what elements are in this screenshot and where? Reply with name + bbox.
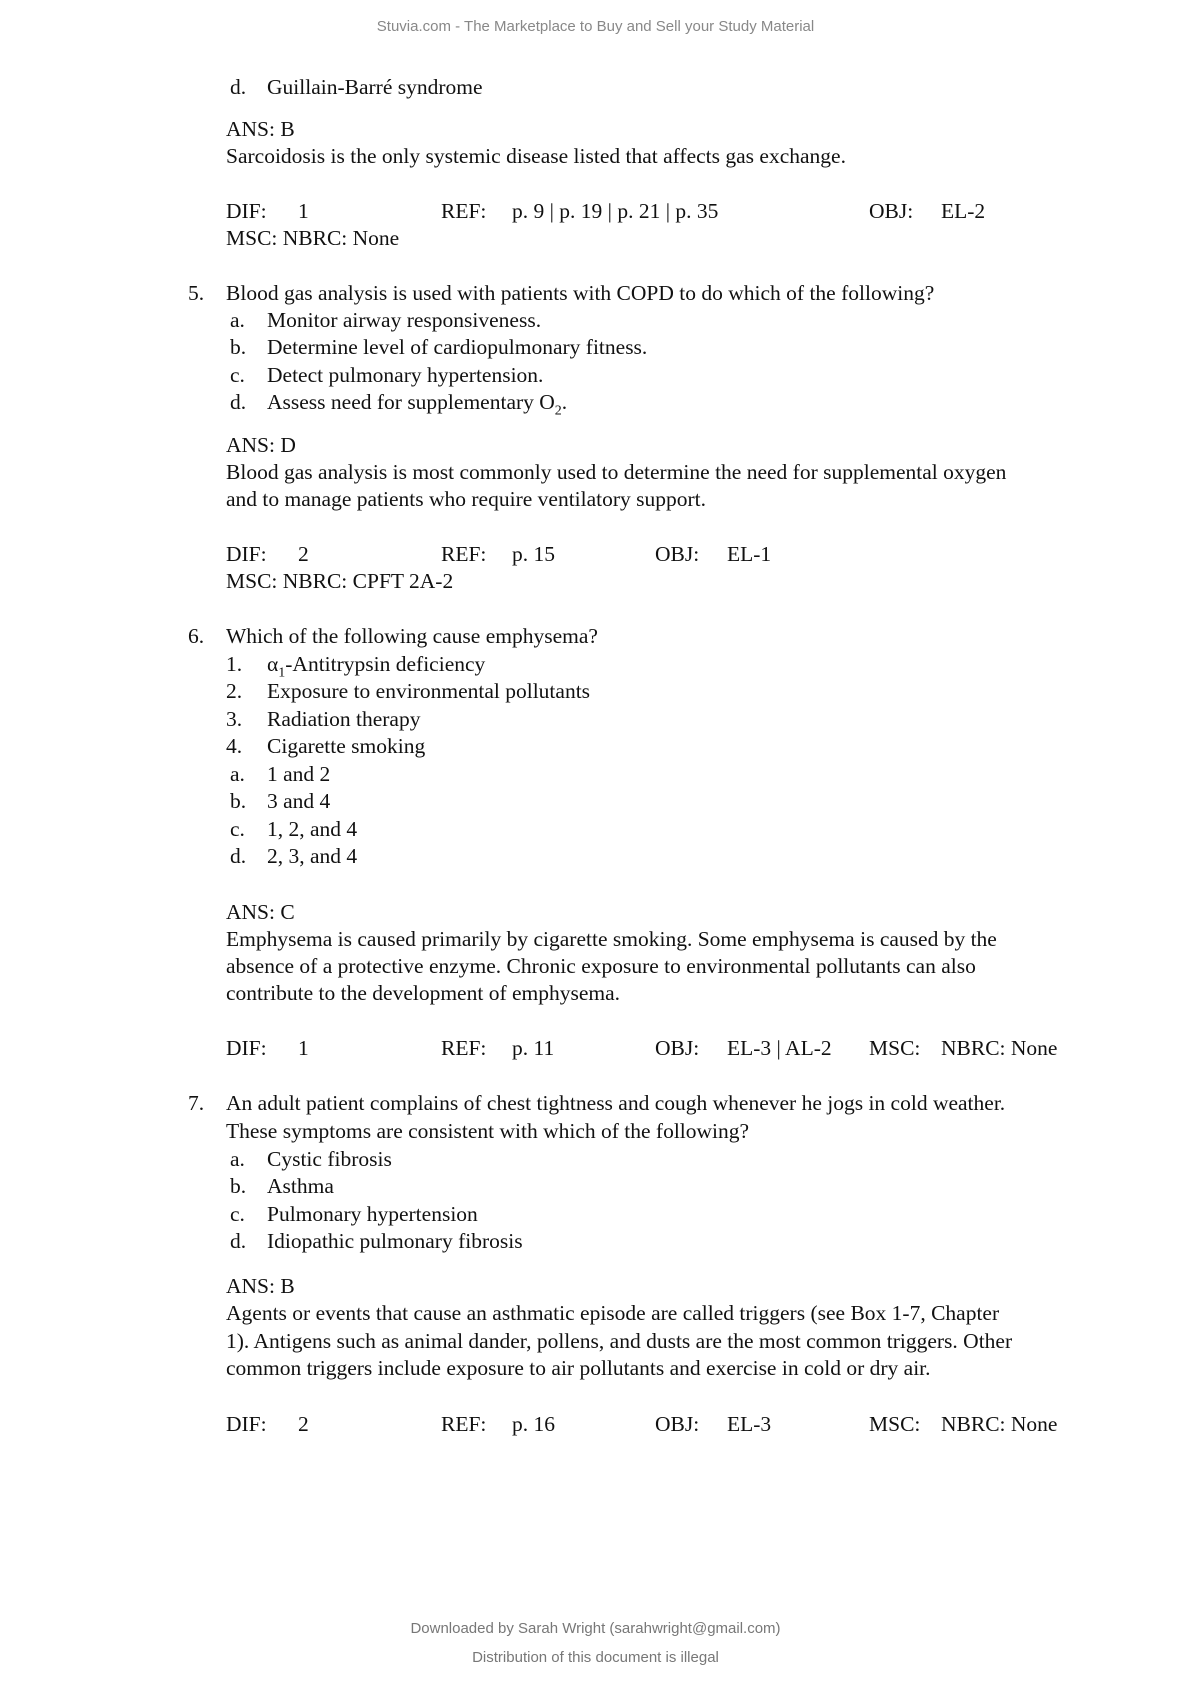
distribution-notice: Distribution of this document is illegal	[472, 1649, 719, 1666]
site-header: Stuvia.com - The Marketplace to Buy and Sell your Study Material	[376, 18, 815, 35]
option-text: Guillain-Barré syndrome	[267, 75, 483, 99]
download-notice: Downloaded by Sarah Wright (sarahwright@gmail.com)	[410, 1620, 781, 1637]
option-letter: d.	[230, 75, 247, 99]
